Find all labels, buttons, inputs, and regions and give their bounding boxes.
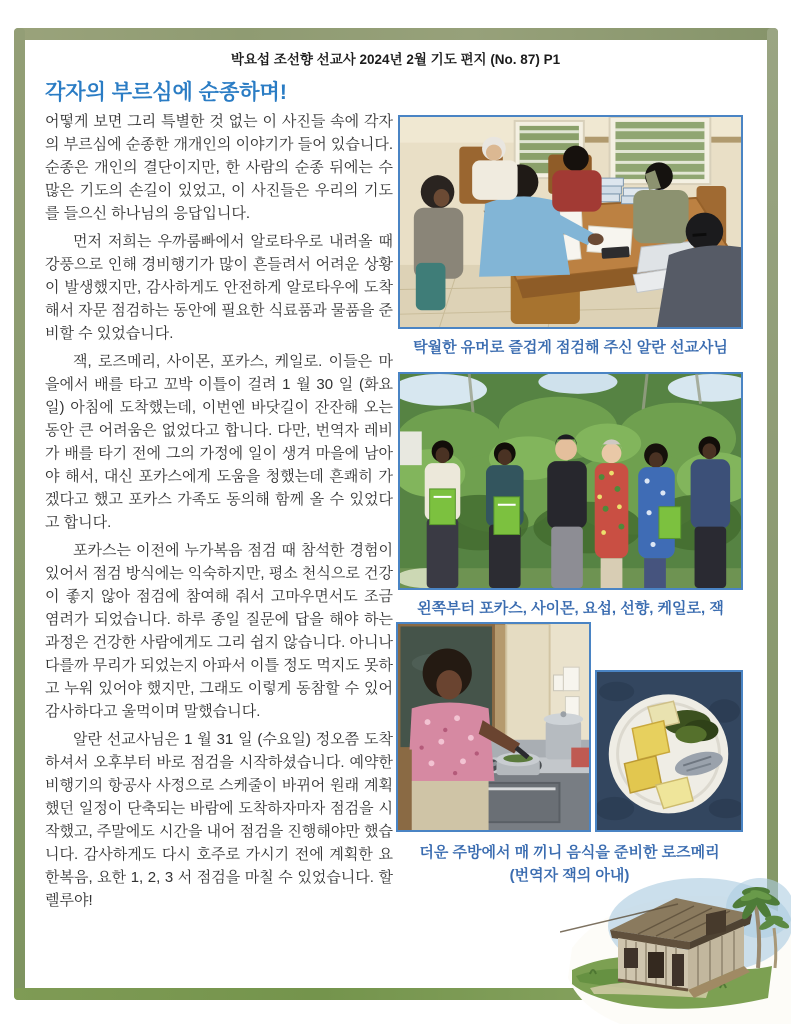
paragraph-5: 알란 선교사님은 1 월 31 일 (수요일) 정오쯤 도착하셔서 오후부터 바로 점검을 시작하셨습니다. 예약한 비행기의 항공사 사정으로 스케줄이 바뀌어 원래 계획했던 일정이 단축되는 바람에 도착하자마자 점검을 시작했고, 주말에도 시간을 내어 점검을 진행해야만 했습니다. 감사하게도 다시 호주로 가시기 전에 계획한 요한복음, 요한 1, 2, 3 서 점검을 마칠 수 있었습니다. 할렐루야! — [45, 731, 393, 909]
watercolor-border-top — [14, 28, 778, 40]
page-title: 각자의 부르심에 순종하며! — [45, 81, 287, 104]
village-hut-watercolor-illustration — [560, 848, 791, 1024]
paragraph-3: 잭, 로즈메리, 사이몬, 포카스, 케일로. 이들은 마을에서 배를 타고 꼬박 이틀이 걸려 1 월 30 일 (화요일) 아침에 도착했는데, 이번엔 바닷길이 잔잔해 오는 동안 큰 어려움은 없었다고 합니다. 다만, 번역자 레비가 배를 타기 전에 그의 가정에 일이 생겨 마을에 남아야 해서, 대신 포카스에게 도움을 청했는데 흔쾌히 가겠다고 했고 포카스 가족도 동의해 함께 올 수 있었다고 합니다. — [45, 353, 393, 531]
group-photo-art — [400, 374, 741, 588]
meeting-around-table-photo — [398, 115, 743, 329]
hut-art — [560, 848, 791, 1024]
paragraph-4: 포카스는 이전에 누가복음 점검 때 참석한 경험이 있어서 점검 방식에는 익숙하지만, 평소 천식으로 건강이 좋지 않아 점검에 참여해 줘서 고마우면서도 조금 염려가 되었습니다. 하루 종일 질문에 답을 해야 하는 과정은 건강한 사람에게도 그리 쉽지 않습니다. 아니나 다를까 무리가 되었는지 아파서 이틀 정도 먹지도 못하고 누워 있어야 했지만, 그래도 이렇게 동참할 수 있어 감사하다고 울먹이며 말했습니다. — [45, 542, 393, 720]
paragraph-1: 어떻게 보면 그리 특별한 것 없는 이 사진들 속에 각자의 부르심에 순종한 개개인의 이야기가 들어 있습니다. 순종은 개인의 결단이지만, 한 사람의 순종 뒤에는 수많은 기도의 손길이 있었고, 이 사진들은 우리의 기도를 들으신 하나님의 응답입니다. — [45, 113, 393, 222]
photo-caption-1: 탁월한 유머로 즐겁게 점검해 주신 알란 선교사님 — [413, 339, 728, 356]
plate-photo-art — [597, 672, 741, 830]
cooking-kitchen-photo — [396, 622, 591, 832]
photo-caption-3-line2: (번역자 잭의 아내) — [509, 867, 630, 884]
meeting-photo-art — [400, 117, 741, 327]
cooking-photo-art — [398, 624, 589, 830]
watercolor-border-left — [14, 28, 25, 1000]
article-text — [45, 110, 393, 917]
paragraph-2: 먼저 저희는 우까룸빠에서 알로타우로 내려올 때 강풍으로 인해 경비행기가 많이 흔들려서 어려운 상황이 발생했지만, 감사하게도 안전하게 알로타우에 도착해서 자문 점검하는 동안에 필요한 식료품과 물품을 준비할 수 있었습니다. — [45, 233, 393, 342]
letter-header: 박요섭 조선향 선교사 2024년 2월 기도 편지 (No. 87) P1 — [230, 52, 561, 67]
photo-caption-3-line1: 더운 주방에서 매 끼니 음식을 준비한 로즈메리 — [419, 844, 720, 861]
meal-plate-photo — [595, 670, 743, 832]
photo-caption-2: 왼쪽부터 포카스, 사이몬, 요섭, 선향, 케일로, 잭 — [417, 600, 724, 617]
group-outdoors-photo — [398, 372, 743, 590]
